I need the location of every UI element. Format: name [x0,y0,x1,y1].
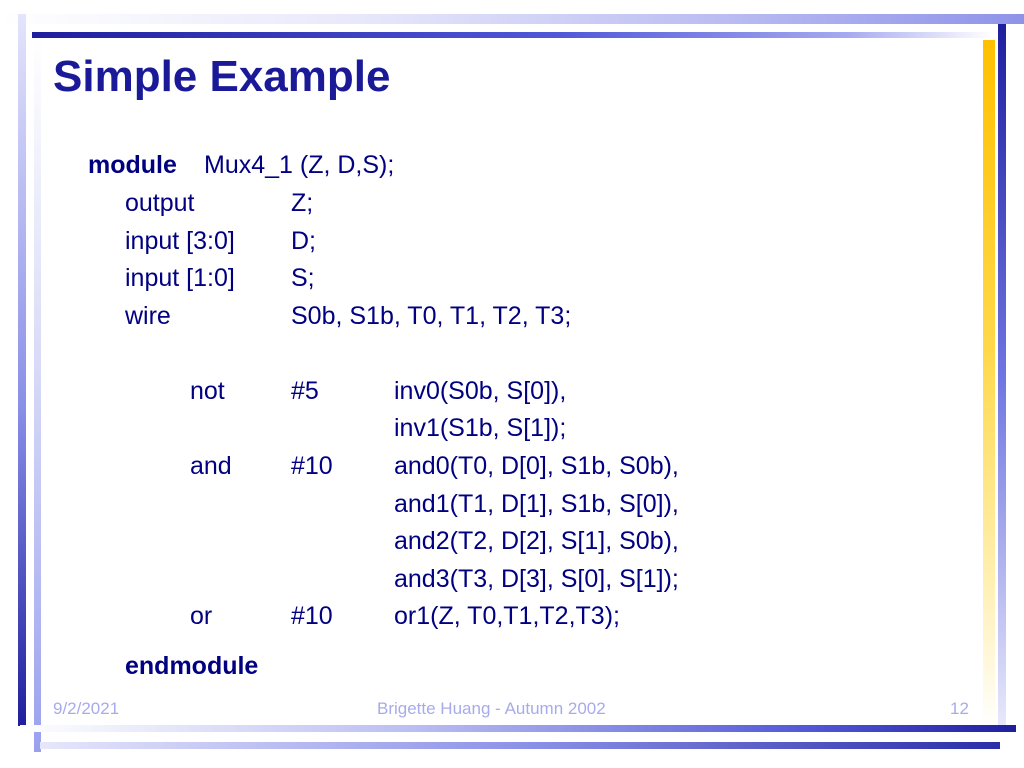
gate-type: or [190,602,213,630]
slide-title: Simple Example [53,52,391,101]
top-decorative-bar [32,32,992,38]
bottom-decorative-band [20,725,1016,732]
footer-page-number: 12 [950,699,969,718]
endmodule-keyword: endmodule [125,652,259,680]
right-blue-band [998,24,1006,728]
gate-instance: and2(T2, D[2], S[1], S0b), [394,527,679,555]
gate-instance: and0(T0, D[0], S1b, S0b), [394,452,679,480]
left-decorative-band [18,14,26,726]
decl-names: Z; [291,189,314,217]
gate-instance: and1(T1, D[1], S1b, S[0]), [394,490,679,518]
top-decorative-band [0,14,1024,24]
gate-instance: or1(Z, T0,T1,T2,T3); [394,602,620,630]
decl-type: output [125,189,195,217]
footer-date: 9/2/2021 [53,699,120,718]
footer-author: Brigette Huang - Autumn 2002 [377,699,606,718]
gate-delay: #10 [291,602,333,630]
gate-type: and [190,452,232,480]
module-declaration: Mux4_1 (Z, D,S); [204,151,395,179]
gate-delay: #10 [291,452,333,480]
decl-type: input [3:0] [125,227,235,255]
gate-instance: and3(T3, D[3], S[0], S[1]); [394,565,679,593]
decl-names: S0b, S1b, T0, T1, T2, T3; [291,302,572,330]
right-gold-band [983,40,995,730]
gate-instance: inv1(S1b, S[1]); [394,414,567,442]
decl-type: input [1:0] [125,264,235,292]
left-decorative-bar [34,38,41,752]
module-keyword: module [88,151,177,179]
decl-names: S; [291,264,315,292]
gate-instance: inv0(S0b, S[0]), [394,377,567,405]
decl-names: D; [291,227,316,255]
gate-delay: #5 [291,377,319,405]
decl-type: wire [125,302,171,330]
gate-type: not [190,377,225,405]
bottom-decorative-bar [40,742,1000,749]
